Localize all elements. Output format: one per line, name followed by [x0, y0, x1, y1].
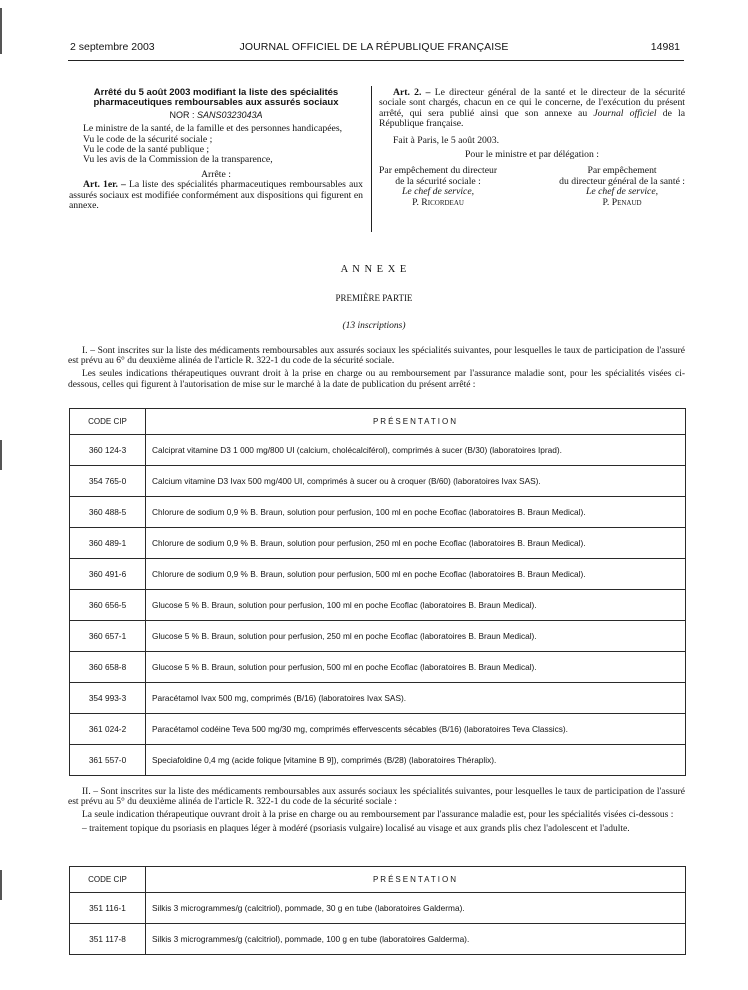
table-body	[70, 435, 686, 776]
nor-reference: NOR : SANS0323043A	[169, 109, 263, 120]
page-header	[0, 41, 748, 55]
part-title: PREMIÈRE PARTIE	[335, 293, 413, 303]
table-row	[70, 652, 686, 683]
table-row	[70, 924, 686, 955]
fait-line: Fait à Paris, le 5 août 2003.	[393, 134, 500, 146]
header-page-number: 14981	[650, 41, 680, 53]
signature-right: Par empêchement du directeur général de la santé : Le chef de service, P. Penaud	[559, 165, 685, 208]
presentation-cell: Chlorure de sodium 0,9 % B. Braun, solution pour perfusion, 500 ml en poche Ecoflac (laboratoires B. Braun Medical).	[146, 559, 686, 590]
table-row	[70, 466, 686, 497]
vu-line: Vu le code de la santé publique ;	[83, 144, 210, 156]
table-row	[70, 435, 686, 466]
table-row	[70, 714, 686, 745]
arrete-label: Arrête :	[201, 168, 231, 180]
section-1-paragraph: Les seules indications thérapeutiques ouvrant droit à la prise en charge ou au remboursement par l'assurance maladie sont, pour les spécialités visées ci-dessous, celles qui figurent à l'autorisation de mise sur le marché à la date de publication du présent arrêté :	[68, 369, 685, 390]
table-section-2	[69, 866, 686, 955]
column-header-presentation: PRÉSENTATION	[146, 867, 686, 893]
section-2-paragraph: II. – Sont inscrites sur la liste des médicaments remboursables aux assurés sociaux les spécialités suivantes, pour lesquelles le taux de participation de l'assuré est prévu au 5° du deuxième alinéa de l'article R. 322-1 du code de la sécurité sociale :	[68, 787, 685, 808]
decree-left-column	[69, 88, 363, 211]
column-header-code: CODE CIP	[70, 867, 146, 893]
presentation-cell: Silkis 3 microgrammes/g (calcitriol), pommade, 100 g en tube (laboratoires Galderma).	[146, 924, 686, 955]
article-1-label: Art. 1er. –	[83, 179, 126, 191]
presentation-cell: Glucose 5 % B. Braun, solution pour perfusion, 250 ml en poche Ecoflac (laboratoires B. Braun Medical).	[146, 621, 686, 652]
cip-code-cell: 360 658-8	[70, 652, 146, 683]
table-row	[70, 559, 686, 590]
cip-code-cell: 360 656-5	[70, 590, 146, 621]
margin-mark	[0, 440, 2, 470]
table-row	[70, 893, 686, 924]
header-journal: JOURNAL OFFICIEL DE LA RÉPUBLIQUE FRANÇAISE	[239, 41, 509, 53]
column-divider	[371, 86, 372, 232]
presentation-cell: Silkis 3 microgrammes/g (calcitriol), pommade, 30 g en tube (laboratoires Galderma).	[146, 893, 686, 924]
decree-intro: Le ministre de la santé, de la famille et des personnes handicapées,	[83, 123, 343, 135]
table-row	[70, 497, 686, 528]
cip-code-cell: 360 491-6	[70, 559, 146, 590]
table-row	[70, 745, 686, 776]
article-1: Art. 1er. – La liste des spécialités pharmaceutiques remboursables aux assurés sociaux est modifiée conformément aux dispositions qui figurent en annexe.	[69, 179, 363, 212]
table-body	[70, 893, 686, 955]
section-1-paragraph: I. – Sont inscrites sur la liste des médicaments remboursables aux assurés sociaux les spécialités suivantes, pour lesquelles le taux de participation de l'assuré est prévu au 6° du deuxième alinéa de l'article R. 322-1 du code de la sécurité sociale.	[68, 346, 685, 367]
cip-code-cell: 361 024-2	[70, 714, 146, 745]
presentation-cell: Chlorure de sodium 0,9 % B. Braun, solution pour perfusion, 250 ml en poche Ecoflac (laboratoires B. Braun Medical).	[146, 528, 686, 559]
presentation-cell: Chlorure de sodium 0,9 % B. Braun, solution pour perfusion, 100 ml en poche Ecoflac (laboratoires B. Braun Medical).	[146, 497, 686, 528]
presentation-cell: Paracétamol Ivax 500 mg, comprimés (B/16) (laboratoires Ivax SAS).	[146, 683, 686, 714]
cip-code-cell: 360 124-3	[70, 435, 146, 466]
article-2-label: Art. 2. –	[393, 87, 431, 98]
presentation-cell: Paracétamol codéine Teva 500 mg/30 mg, comprimés effervescents sécables (B/16) (laboratoires Teva Classics).	[146, 714, 686, 745]
cip-code-cell: 360 657-1	[70, 621, 146, 652]
table-header-row	[70, 409, 686, 435]
indication-item: – traitement topique du psoriasis en plaques léger à modéré (psoriasis vulgaire) localisé au visage et aux grands plis chez l'adolescent et l'adulte.	[82, 823, 630, 834]
inscriptions-count: (13 inscriptions)	[342, 321, 406, 331]
table-section-1	[69, 408, 686, 776]
decree-title: Arrêté du 5 août 2003 modifiant la liste des spécialités pharmaceutiques remboursables aux assurés sociaux	[93, 87, 339, 109]
presentation-cell: Glucose 5 % B. Braun, solution pour perfusion, 100 ml en poche Ecoflac (laboratoires B. Braun Medical).	[146, 590, 686, 621]
presentation-cell: Calciprat vitamine D3 1 000 mg/800 UI (calcium, cholécalciférol), comprimés à sucer (B/30) (laboratoires Iprad).	[146, 435, 686, 466]
section-2-paragraph: La seule indication thérapeutique ouvrant droit à la prise en charge ou au remboursement par l'assurance maladie est, pour les spécialités visées ci-dessous :	[82, 810, 674, 821]
cip-code-cell: 351 117-8	[70, 924, 146, 955]
table-row	[70, 621, 686, 652]
header-date: 2 septembre 2003	[70, 41, 155, 53]
decree-right-column	[379, 88, 685, 208]
vu-line: Vu les avis de la Commission de la transparence,	[83, 154, 273, 166]
table-row	[70, 683, 686, 714]
section-2-text	[68, 787, 685, 834]
cip-code-cell: 354 993-3	[70, 683, 146, 714]
cip-code-cell: 354 765-0	[70, 466, 146, 497]
presentation-cell: Calcium vitamine D3 Ivax 500 mg/400 UI, comprimés à sucer ou à croquer (B/60) (laboratoires Ivax SAS).	[146, 466, 686, 497]
article-2: Art. 2. – Le directeur général de la santé et le directeur de la sécurité sociale sont chargés, chacun en ce qui le concerne, de l'exécution du présent arrêté, qui sera publié ainsi que son annexe au Journal officiel de la République française.	[379, 87, 686, 130]
table-header-row	[70, 867, 686, 893]
vu-line: Vu le code de la sécurité sociale ;	[83, 133, 213, 145]
table-row	[70, 528, 686, 559]
table-row	[70, 590, 686, 621]
cip-code-cell: 360 488-5	[70, 497, 146, 528]
header-rule	[68, 60, 684, 61]
cip-code-cell: 361 557-0	[70, 745, 146, 776]
annexe-title: A N N E X E	[340, 264, 408, 275]
section-1-text	[68, 346, 685, 390]
signature-left: Par empêchement du directeur de la sécurité sociale : Le chef de service, P. Ricordeau	[379, 165, 498, 208]
presentation-cell: Speciafoldine 0,4 mg (acide folique [vitamine B 9]), comprimés (B/28) (laboratoires Théraplix).	[146, 745, 686, 776]
column-header-presentation: PRÉSENTATION	[146, 409, 686, 435]
column-header-code: CODE CIP	[70, 409, 146, 435]
presentation-cell: Glucose 5 % B. Braun, solution pour perfusion, 500 ml en poche Ecoflac (laboratoires B. Braun Medical).	[146, 652, 686, 683]
cip-code-cell: 351 116-1	[70, 893, 146, 924]
cip-code-cell: 360 489-1	[70, 528, 146, 559]
delegation-line: Pour le ministre et par délégation :	[465, 149, 599, 161]
signatures	[379, 166, 685, 208]
margin-mark	[0, 870, 2, 900]
